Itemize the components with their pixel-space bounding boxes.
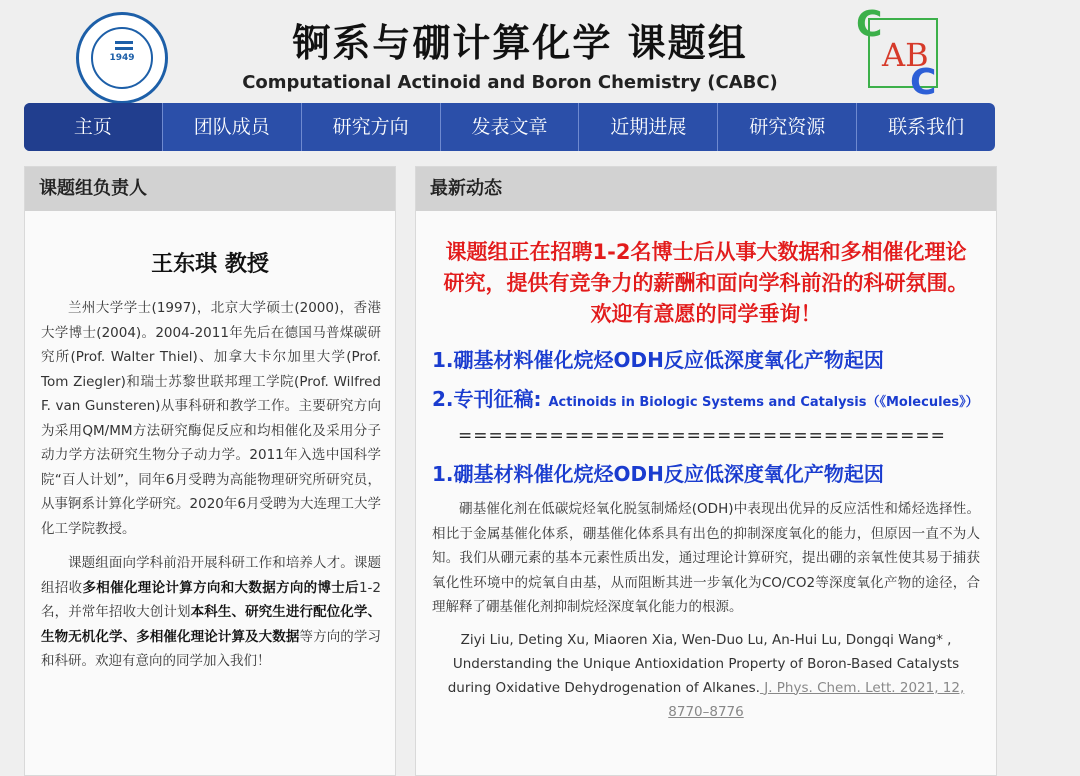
cabc-logo-ab: AB: [882, 36, 929, 74]
special-issue-label: 2.专刊征稿:: [432, 387, 542, 411]
cabc-logo: [856, 4, 946, 103]
nav-item-team[interactable]: 团队成员: [163, 103, 302, 151]
professor-name: 王东琪 教授: [151, 251, 269, 277]
nav-item-contact[interactable]: 联系我们: [888, 116, 965, 138]
group-intro: [41, 551, 381, 674]
reference-link[interactable]: J. Phys. Chem. Lett. 2021, 12, 8770–8776: [668, 679, 965, 720]
news-link-special-issue[interactable]: [432, 383, 996, 412]
cabc-logo-c2: C: [910, 62, 937, 103]
news-panel: [415, 166, 997, 776]
main-nav: [24, 103, 995, 151]
news-abstract: 硼基催化剂在低碳烷烃氧化脱氢制烯烃(ODH)中表现出优异的反应活性和烯烃选择性。相比于金属基催化体系，硼基催化体系具有出色的抑制深度氧化的能力，但原因一直不为人知。我们从硼元素的基本元素性质出发，通过理论计算研究，提出硼的亲氧性使其易于捕获氧化性环境中的烷氧自由基，从而阻断其进一步氧化为CO/CO2等深度氧化产物的途径，合理解释了硼基催化剂抑制烷烃深度氧化能力的根源。: [432, 501, 980, 615]
group-intro-students: 本科生、研究生进行配位化学、生物无机化学、多相催化理论计算及大数据: [41, 604, 382, 645]
nav-item-news[interactable]: 近期进展: [579, 103, 718, 151]
group-intro-text: 1-2名，并常年招收大创计划: [41, 579, 382, 620]
recruitment-notice: 课题组正在招聘1-2名博士后从事大数据和多相催化理论研究，提供有竞争力的薪酬和面向学科前沿的科研氛围。欢迎有意愿的同学垂询！: [443, 240, 969, 326]
reference: [436, 628, 976, 724]
page-title-en: Computational Actinoid and Boron Chemistry (CABC): [242, 72, 778, 93]
nav-item-resources[interactable]: 研究资源: [718, 103, 857, 151]
group-intro-text: 课题组面向学科前沿开展科研工作和培养人才。课题组招收: [41, 555, 381, 596]
leader-panel-heading: 课题组负责人: [25, 167, 395, 211]
news-heading-boron-odh[interactable]: 1.硼基材料催化烷烃ODH反应低深度氧化产物起因: [432, 462, 884, 486]
nav-item-publications[interactable]: 发表文章: [441, 103, 580, 151]
cabc-logo-c1: C: [856, 4, 883, 45]
separator: ================================: [458, 426, 946, 446]
nav-item-research[interactable]: 研究方向: [302, 103, 441, 151]
logo-year: 1949: [109, 53, 135, 63]
professor-bio: 兰州大学学士(1997)，北京大学硕士(2000)，香港大学博士(2004)。2004-2011年先后在德国马普煤碳研究所(Prof. Walter Thiel)、加拿大卡尔加里大学(Prof. Tom Ziegler)和瑞士苏黎世联邦理工学院(Prof. Wilfred F. van Gunsteren)从事科研和教学工作。主要研究方向为采用QM/MM方法研究酶促反应和均相催化及采用分子动力学方法研究生物分子动力学。2011年入选中国科学院“百人计划”，同年6月受聘为高能物理研究所研究员，从事锕系计算化学研究。2020年6月受聘为大连理工大学化工学院教授。: [41, 300, 381, 537]
nav-item-home[interactable]: 主页: [24, 103, 163, 151]
special-issue-detail: Actinoids in Biologic Systems and Catalysis（《Molecules》）: [548, 395, 979, 410]
logo-bar: [115, 41, 133, 44]
university-logo: [76, 12, 168, 104]
page-title-cn: 锕系与硼计算化学 课题组: [292, 20, 748, 65]
leader-panel: [24, 166, 396, 776]
news-link-boron-odh[interactable]: 1.硼基材料催化烷烃ODH反应低深度氧化产物起因: [432, 348, 884, 372]
logo-bar: [115, 47, 133, 50]
group-intro-text: 等方向的学习和科研。欢迎有意向的同学加入我们！: [41, 628, 382, 669]
university-logo-inner-ring: [91, 27, 153, 89]
group-intro-postdoc: 多相催化理论计算方向和大数据方向的博士后: [82, 579, 359, 596]
reference-text: Ziyi Liu, Deting Xu, Miaoren Xia, Wen-Duo Lu, An-Hui Lu, Dongqi Wang* , Understanding the Unique Antioxidation Property of Boron-Based Catalysts during Oxidative Dehydrogenation of Alkanes.: [447, 631, 960, 696]
news-panel-heading: 最新动态: [416, 167, 996, 211]
